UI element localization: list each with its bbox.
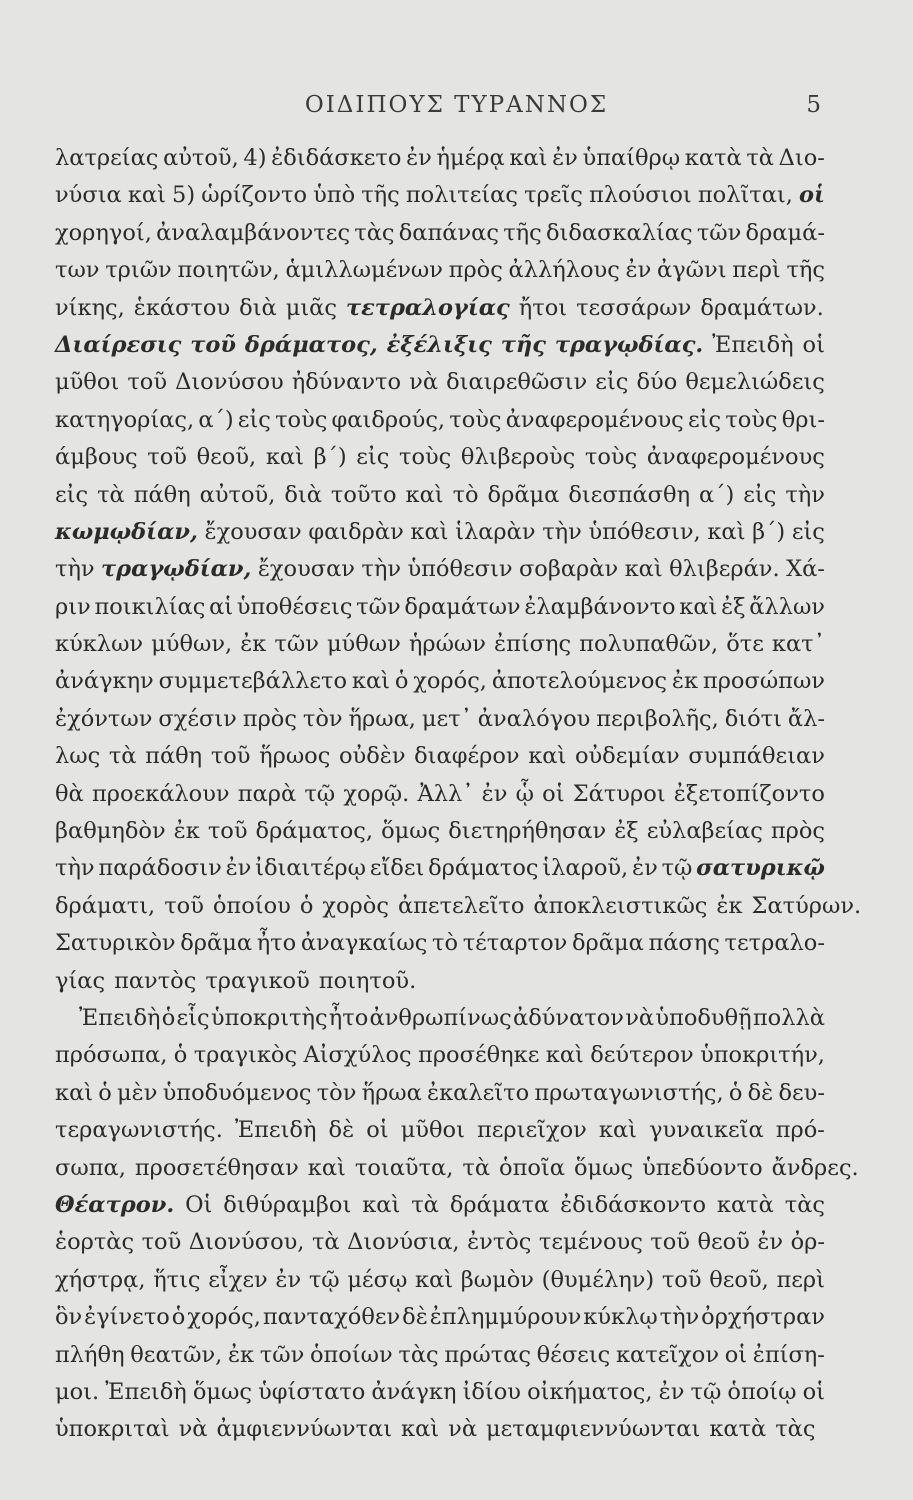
text-line: σωπα, προσετέθησαν καὶ τοιαῦτα, τὰ ὁποῖα ὅμως ὑπεδύοντο ἄνδρες.: [55, 1154, 859, 1181]
text-line: ἀνάγκην συμμετεβάλλετο καὶ ὁ χορός, ἀποτελούμενος ἐκ προσώπων: [55, 668, 825, 695]
text-line: πλήθη θεατῶν, ἐκ τῶν ὁποίων τὰς πρώτας θέσεις κατεῖχον οἱ ἐπίση-: [55, 1341, 825, 1368]
text-line: ριν ποικιλίας αἱ ὑποθέσεις τῶν δραμάτων ἐλαμβάνοντο καὶ ἐξ ἄλλων: [55, 593, 825, 620]
text-line: ὃν ἐγίνετο ὁ χορός, πανταχόθεν δὲ ἐπλημμύρουν κύκλῳ τὴν ὀρχήστραν: [55, 1304, 825, 1331]
text-line: τεραγωνιστής. Ἐπειδὴ δὲ οἱ μῦθοι περιεῖχον καὶ γυναικεῖα πρό-: [55, 1117, 825, 1144]
text-line: πρόσωπα, ὁ τραγικὸς Αἰσχύλος προσέθηκε καὶ δεύτερον ὑποκριτήν,: [55, 1042, 825, 1069]
text-line: ἑορτὰς τοῦ Διονύσου, τὰ Διονύσια, ἐντὸς τεμένους τοῦ θεοῦ ἐν ὀρ-: [55, 1229, 825, 1256]
text-line: νύσια καὶ 5) ὡρίζοντο ὑπὸ τῆς πολιτείας τρεῖς πλούσιοι πολῖται, οἱ: [55, 182, 825, 209]
text-line: μῦθοι τοῦ Διονύσου ἠδύναντο νὰ διαιρεθῶσιν εἰς δύο θεμελιώδεις: [55, 369, 825, 396]
text-line: γίας παντὸς τραγικοῦ ποιητοῦ.: [55, 967, 417, 994]
text-line: θὰ προεκάλουν παρὰ τῷ χορῷ. Ἀλλ᾿ ἐν ᾧ οἱ Σάτυροι ἐξετοπίζοντο: [55, 780, 825, 807]
text-line: κωμῳδίαν, ἔχουσαν φαιδρὰν καὶ ἱλαρὰν τὴν ὑπόθεσιν, καὶ β΄) εἰς: [55, 518, 825, 545]
text-line: νίκης, ἑκάστου διὰ μιᾶς τετραλογίας ἤτοι τεσσάρων δραμάτων.: [55, 294, 824, 321]
text-line: χήστρᾳ, ἥτις εἶχεν ἐν τῷ μέσῳ καὶ βωμὸν (θυμέλην) τοῦ θεοῦ, περὶ: [55, 1266, 825, 1293]
text-line: μοι. Ἐπειδὴ ὅμως ὑφίστατο ἀνάγκη ἰδίου οἰκήματος, ἐν τῷ ὁποίῳ οἱ: [55, 1378, 825, 1405]
text-line: Σατυρικὸν δρᾶμα ἦτο ἀναγκαίως τὸ τέταρτον δρᾶμα πάσης τετραλο-: [55, 930, 825, 957]
text-line: Διαίρεσις τοῦ δράματος, ἐξέλιξις τῆς τραγῳδίας. Ἐπειδὴ οἱ: [55, 331, 825, 358]
text-line: τὴν παράδοσιν ἐν ἰδιαιτέρῳ εἴδει δράματος ἱλαροῦ, ἐν τῷ σατυρικῷ: [55, 855, 825, 882]
text-line: κύκλων μύθων, ἐκ τῶν μύθων ἡρώων ἐπίσης πολυπαθῶν, ὅτε κατ᾿: [55, 631, 825, 658]
text-line: καὶ ὁ μὲν ὑποδυόμενος τὸν ἥρωα ἐκαλεῖτο πρωταγωνιστής, ὁ δὲ δευ-: [55, 1079, 825, 1106]
text-line: τὴν τραγῳδίαν, ἔχουσαν τὴν ὑπόθεσιν σοβαρὰν καὶ θλιβεράν. Χά-: [55, 556, 825, 583]
body-text: [55, 140, 862, 1449]
text-line: άμβους τοῦ θεοῦ, καὶ β΄) εἰς τοὺς θλιβεροὺς τοὺς ἀναφερομένους: [55, 444, 825, 471]
text-line: χορηγοί, ἀναλαμβάνοντες τὰς δαπάνας τῆς διδασκαλίας τῶν δραμά-: [55, 219, 825, 246]
text-line: των τριῶν ποιητῶν, ἁμιλλωμένων πρὸς ἀλλήλους ἐν ἀγῶνι περὶ τῆς: [55, 257, 825, 284]
text-line: Θέατρον. Οἱ διθύραμβοι καὶ τὰ δράματα ἐδιδάσκοντο κατὰ τὰς: [55, 1191, 825, 1218]
page-header: [0, 88, 913, 124]
text-line: Ἐπειδὴ ὁ εἷς ὑποκριτὴς ἦτο ἀνθρωπίνως ἀδύνατον νὰ ὑποδυθῇ πολλὰ: [79, 1004, 825, 1031]
text-line: ὑποκριταὶ νὰ ἀμφιεννύωνται καὶ νὰ μεταμφιεννύωνται κατὰ τὰς: [55, 1416, 816, 1443]
text-line: λως τὰ πάθη τοῦ ἥρωος οὐδὲν διαφέρον καὶ οὐδεμίαν συμπάθειαν: [55, 743, 825, 770]
text-line: δράματι, τοῦ ὁποίου ὁ χορὸς ἀπετελεῖτο ἀποκλειστικῶς ἐκ Σατύρων.: [55, 892, 862, 919]
text-line: κατηγορίας, α΄) εἰς τοὺς φαιδρούς, τοὺς ἀναφερομένους εἰς τοὺς θρι-: [55, 406, 825, 433]
running-title: ΟΙΔΙΠΟΥΣ ΤΥΡΑΝΝΟΣ: [304, 92, 609, 118]
text-line: βαθμηδὸν ἐκ τοῦ δράματος, ὅμως διετηρήθησαν ἐξ εὐλαβείας πρὸς: [55, 818, 825, 845]
text-line: ἐχόντων σχέσιν πρὸς τὸν ἥρωα, μετ᾿ ἀναλόγου περιβολῆς, διότι ἄλ-: [55, 705, 825, 732]
text-line: λατρείας αὐτοῦ, 4) ἐδιδάσκετο ἐν ἡμέρᾳ καὶ ἐν ὑπαίθρῳ κατὰ τὰ Διο-: [55, 145, 825, 171]
text-line: εἰς τὰ πάθη αὐτοῦ, διὰ τοῦτο καὶ τὸ δρᾶμα διεσπάσθη α΄) εἰς τὴν: [55, 481, 825, 508]
page-number: 5: [806, 92, 821, 118]
